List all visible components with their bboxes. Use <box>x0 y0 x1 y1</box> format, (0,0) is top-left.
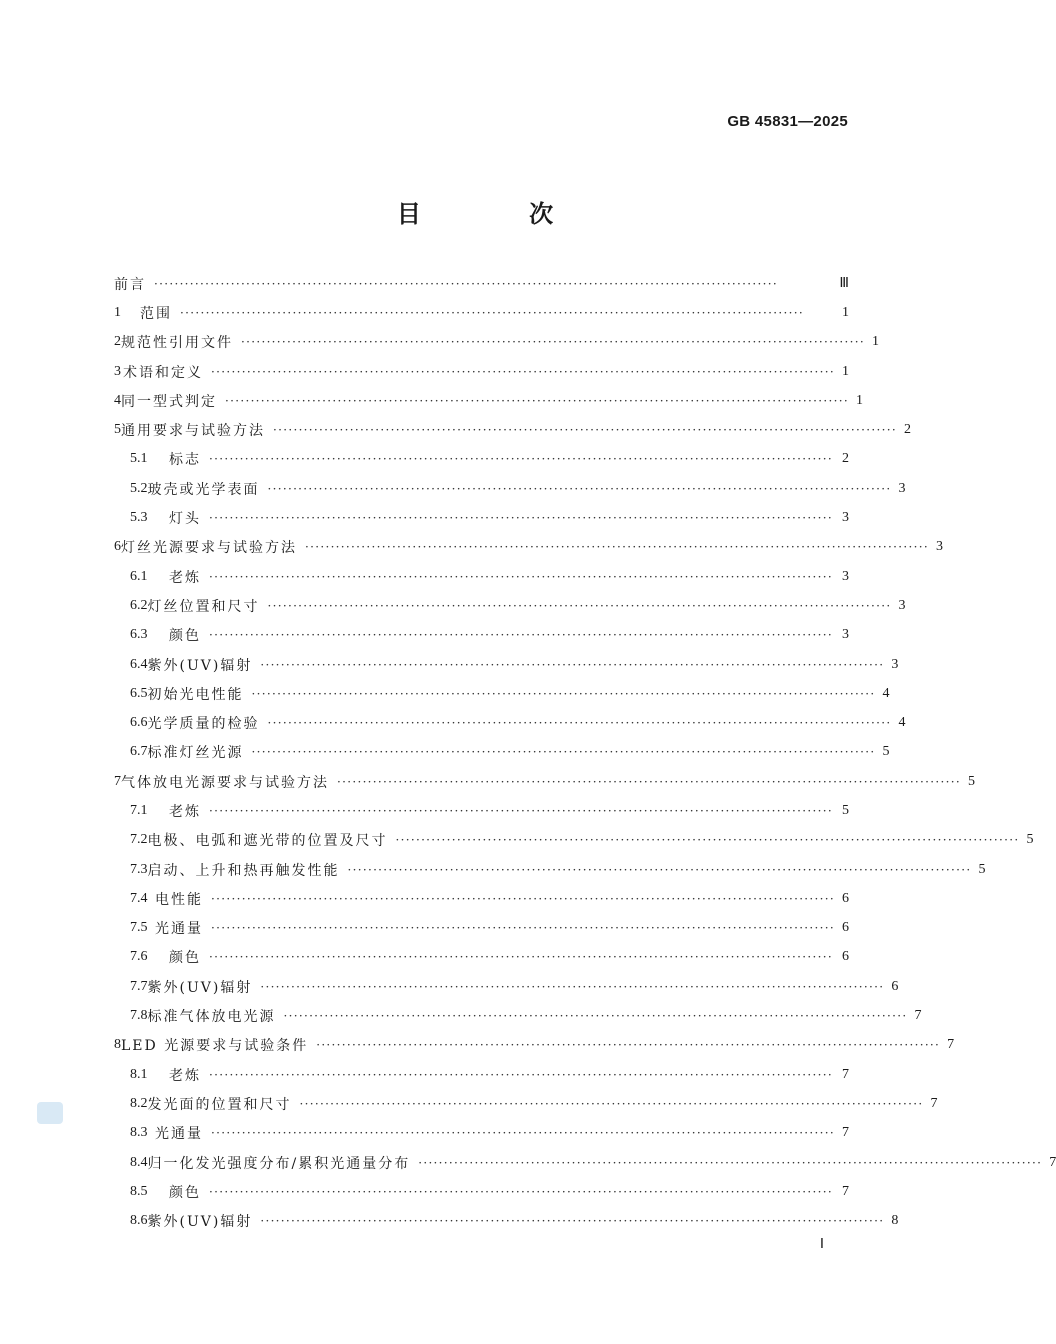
toc-entry-page: 2 <box>842 451 849 467</box>
toc-leader-dots: ·························································································································· <box>267 716 892 731</box>
toc-entry-number: 7.7 <box>130 978 148 994</box>
toc-entry-label: LED 光源要求与试验条件 <box>121 1038 309 1055</box>
toc-entry-label: 玻壳或光学表面 <box>147 481 260 498</box>
toc-entry-page: 3 <box>842 568 849 584</box>
toc-entry-label: 气体放电光源要求与试验方法 <box>121 774 329 791</box>
toc-entry-number: 8.2 <box>130 1095 148 1111</box>
toc-entry-number: 6.1 <box>130 568 148 584</box>
toc-leader-dots: ·························································································································· <box>211 1126 835 1141</box>
toc-entry[interactable] <box>114 943 849 972</box>
toc-entry-number: 6.4 <box>130 656 148 672</box>
toc-entry[interactable] <box>114 796 849 825</box>
toc-leader-dots: ·························································································································· <box>211 891 835 906</box>
toc-entry-label: 电极、电弧和遮光带的位置及尺寸 <box>147 833 388 850</box>
toc-entry[interactable] <box>114 972 899 1001</box>
toc-entry-number: 7.3 <box>130 861 148 877</box>
toc-entry[interactable] <box>114 650 899 679</box>
toc-leader-dots: ·························································································································· <box>299 1096 924 1111</box>
toc-entry-number: 7.5 <box>130 920 148 936</box>
toc-leader-dots: ·························································································································· <box>211 364 835 379</box>
toc-entry-page: 3 <box>935 539 943 555</box>
toc-leader-dots: ·························································································································· <box>260 1214 885 1229</box>
toc-entry-page: 7 <box>947 1037 955 1053</box>
toc-entry-number: 7.1 <box>130 802 148 818</box>
toc-leader-dots: ·························································································································· <box>209 1184 833 1199</box>
toc-entry-label: 标准灯丝光源 <box>147 745 244 762</box>
toc-entry[interactable] <box>114 738 890 767</box>
toc-leader-dots: ·························································································································· <box>209 628 833 643</box>
toc-entry-label: 归一化发光强度分布/累积光通量分布 <box>147 1155 411 1172</box>
toc-leader-dots: ·························································································································· <box>241 335 865 350</box>
toc-entry-page: 3 <box>898 597 906 613</box>
toc-entry[interactable] <box>114 855 986 884</box>
toc-entry[interactable] <box>114 503 849 532</box>
toc-entry-label: 老炼 <box>169 1067 201 1084</box>
toc-leader-dots: ·························································································································· <box>154 276 778 291</box>
toc-leader-dots: ·························································································································· <box>260 657 885 672</box>
toc-entry-page: 3 <box>898 480 906 496</box>
toc-leader-dots: ·························································································································· <box>251 686 876 701</box>
toc-entry[interactable] <box>114 1060 849 1089</box>
toc-entry-number: 1 <box>114 304 121 320</box>
toc-entry[interactable] <box>114 914 849 943</box>
toc-entry-label: 紫外(UV)辐射 <box>147 979 253 996</box>
toc-entry-page: 8 <box>891 1213 899 1229</box>
toc-entry-number: 6.6 <box>130 715 148 731</box>
toc-entry-label: 灯头 <box>169 511 201 528</box>
toc-entry-number: 7.4 <box>130 890 148 906</box>
toc-entry[interactable] <box>114 474 906 503</box>
toc-entry-page: 2 <box>903 422 911 438</box>
toc-entry-page: 7 <box>842 1183 849 1199</box>
toc-entry[interactable] <box>114 621 849 650</box>
toc-entry[interactable] <box>114 298 849 327</box>
toc-entry[interactable] <box>114 826 1034 855</box>
toc-entry-number: 5.1 <box>130 451 148 467</box>
toc-entry-label: 光通量 <box>155 1126 204 1143</box>
toc-entry-page: 6 <box>891 978 899 994</box>
toc-entry-number: 5.3 <box>130 510 148 526</box>
toc-entry-page: 4 <box>898 715 906 731</box>
toc-entry-label: 通用要求与试验方法 <box>121 423 265 440</box>
toc-entry-label: 初始光电性能 <box>147 686 244 703</box>
toc-entry[interactable] <box>114 591 906 620</box>
toc-entry[interactable] <box>114 328 879 357</box>
toc-entry-page: 6 <box>842 920 849 936</box>
toc-entry-number: 8.3 <box>130 1125 148 1141</box>
toc-leader-dots: ·························································································································· <box>305 540 929 555</box>
toc-leader-dots: ·························································································································· <box>337 774 961 789</box>
table-of-contents <box>114 269 1056 1236</box>
toc-entry-number: 5 <box>114 422 121 438</box>
toc-entry-label: 范围 <box>140 305 172 322</box>
toc-entry-label: 灯丝位置和尺寸 <box>147 598 260 615</box>
toc-entry-number: 7.2 <box>130 832 148 848</box>
toc-entry-number: 6.7 <box>130 744 148 760</box>
toc-entry-page: 7 <box>842 1125 849 1141</box>
toc-entry[interactable] <box>114 1207 899 1236</box>
toc-entry-page: 6 <box>842 890 849 906</box>
toc-entry-label: 同一型式判定 <box>121 393 217 410</box>
toc-entry-page: 3 <box>842 627 849 643</box>
toc-entry-label: 光通量 <box>155 921 204 938</box>
toc-leader-dots: ·························································································································· <box>209 950 833 965</box>
toc-entry[interactable] <box>114 1089 938 1118</box>
toc-entry-label: 老炼 <box>169 569 201 586</box>
toc-entry-number: 4 <box>114 392 121 408</box>
toc-leader-dots: ·························································································································· <box>283 1009 908 1024</box>
toc-entry-label: 紫外(UV)辐射 <box>147 657 253 674</box>
toc-entry-page: 5 <box>842 802 849 818</box>
toc-entry-number: 8.6 <box>130 1213 148 1229</box>
toc-leader-dots: ·························································································································· <box>225 393 849 408</box>
toc-entry[interactable] <box>114 415 911 444</box>
toc-entry[interactable] <box>114 357 849 386</box>
toc-entry-page: 7 <box>842 1066 849 1082</box>
toc-entry-page: 1 <box>842 363 849 379</box>
toc-entry-label: 电性能 <box>155 891 204 908</box>
toc-entry-label: 前言 <box>114 276 146 293</box>
toc-entry-page: 6 <box>842 949 849 965</box>
toc-entry-label: 颜色 <box>169 1184 201 1201</box>
toc-entry[interactable] <box>114 1001 922 1030</box>
toc-entry[interactable] <box>114 562 849 591</box>
toc-entry-label: 术语和定义 <box>123 364 204 381</box>
toc-leader-dots: ·························································································································· <box>209 803 833 818</box>
toc-entry[interactable] <box>114 386 863 415</box>
page-title: 目 次 <box>396 200 604 228</box>
toc-entry-number: 8.1 <box>130 1066 148 1082</box>
toc-entry-number: 7.6 <box>130 949 148 965</box>
toc-entry-page: 5 <box>1026 832 1034 848</box>
toc-entry-label: 老炼 <box>169 803 201 820</box>
toc-entry[interactable] <box>114 679 890 708</box>
toc-entry[interactable] <box>114 269 849 298</box>
toc-leader-dots: ·························································································································· <box>418 1155 1043 1170</box>
toc-entry-number: 6 <box>114 539 121 555</box>
toc-entry-page: Ⅲ <box>839 276 849 292</box>
toc-leader-dots: ·························································································································· <box>395 833 1020 848</box>
toc-leader-dots: ·························································································································· <box>347 862 972 877</box>
toc-entry-number: 6.3 <box>130 627 148 643</box>
toc-leader-dots: ·························································································································· <box>180 305 804 320</box>
toc-leader-dots: ·························································································································· <box>267 598 892 613</box>
toc-entry-label: 灯丝光源要求与试验方法 <box>121 540 297 557</box>
toc-entry-page: 1 <box>842 304 849 320</box>
toc-entry-label: 颜色 <box>169 628 201 645</box>
toc-entry-number: 7 <box>114 773 121 789</box>
toc-entry[interactable] <box>114 533 943 562</box>
toc-entry-number: 3 <box>114 363 121 379</box>
toc-entry-label: 规范性引用文件 <box>121 335 233 352</box>
toc-entry[interactable] <box>114 445 849 474</box>
toc-leader-dots: ·························································································································· <box>267 481 892 496</box>
toc-entry-page: 5 <box>967 773 975 789</box>
toc-entry-number: 8 <box>114 1037 121 1053</box>
toc-entry-page: 5 <box>978 861 986 877</box>
toc-leader-dots: ·························································································································· <box>209 452 833 467</box>
toc-entry[interactable] <box>114 767 975 796</box>
standard-code: GB 45831—2025 <box>727 113 848 130</box>
toc-entry-number: 8.4 <box>130 1154 148 1170</box>
toc-leader-dots: ·························································································································· <box>316 1038 941 1053</box>
toc-entry-label: 启动、上升和热再触发性能 <box>147 862 340 879</box>
toc-entry[interactable] <box>114 1177 849 1206</box>
toc-entry-label: 标准气体放电光源 <box>147 1009 276 1026</box>
toc-entry[interactable] <box>114 708 906 737</box>
toc-leader-dots: ·························································································································· <box>209 1067 833 1082</box>
toc-leader-dots: ·························································································································· <box>260 979 885 994</box>
toc-leader-dots: ·························································································································· <box>211 921 835 936</box>
toc-entry-number: 7.8 <box>130 1008 148 1024</box>
toc-entry-page: 3 <box>842 510 849 526</box>
toc-entry-page: 4 <box>882 685 890 701</box>
toc-leader-dots: ·························································································································· <box>209 569 833 584</box>
toc-leader-dots: ·························································································································· <box>273 423 897 438</box>
toc-entry[interactable] <box>114 884 849 913</box>
toc-leader-dots: ·························································································································· <box>251 745 876 760</box>
toc-entry[interactable] <box>114 1031 955 1060</box>
toc-entry-page: 3 <box>891 656 899 672</box>
toc-entry-label: 光学质量的检验 <box>147 716 260 733</box>
toc-entry-label: 颜色 <box>169 950 201 967</box>
toc-entry-page: 1 <box>855 392 863 408</box>
toc-entry-page: 7 <box>930 1095 938 1111</box>
toc-entry-number: 6.5 <box>130 685 148 701</box>
watermark-logo <box>37 1102 63 1124</box>
toc-entry-page: 7 <box>1049 1154 1056 1170</box>
toc-entry-number: 2 <box>114 334 121 350</box>
toc-entry-page: 7 <box>914 1008 922 1024</box>
toc-entry[interactable] <box>114 1148 1056 1177</box>
toc-entry-label: 标志 <box>169 452 201 469</box>
toc-entry-number: 8.5 <box>130 1183 148 1199</box>
toc-entry-page: 5 <box>882 744 890 760</box>
toc-entry-number: 5.2 <box>130 480 148 496</box>
toc-entry[interactable] <box>114 1119 849 1148</box>
toc-entry-number: 6.2 <box>130 597 148 613</box>
toc-leader-dots: ·························································································································· <box>209 511 833 526</box>
toc-entry-label: 紫外(UV)辐射 <box>147 1214 253 1231</box>
toc-entry-page: 1 <box>871 334 879 350</box>
toc-entry-label: 发光面的位置和尺寸 <box>147 1096 292 1113</box>
page-number: Ⅰ <box>819 1237 825 1252</box>
